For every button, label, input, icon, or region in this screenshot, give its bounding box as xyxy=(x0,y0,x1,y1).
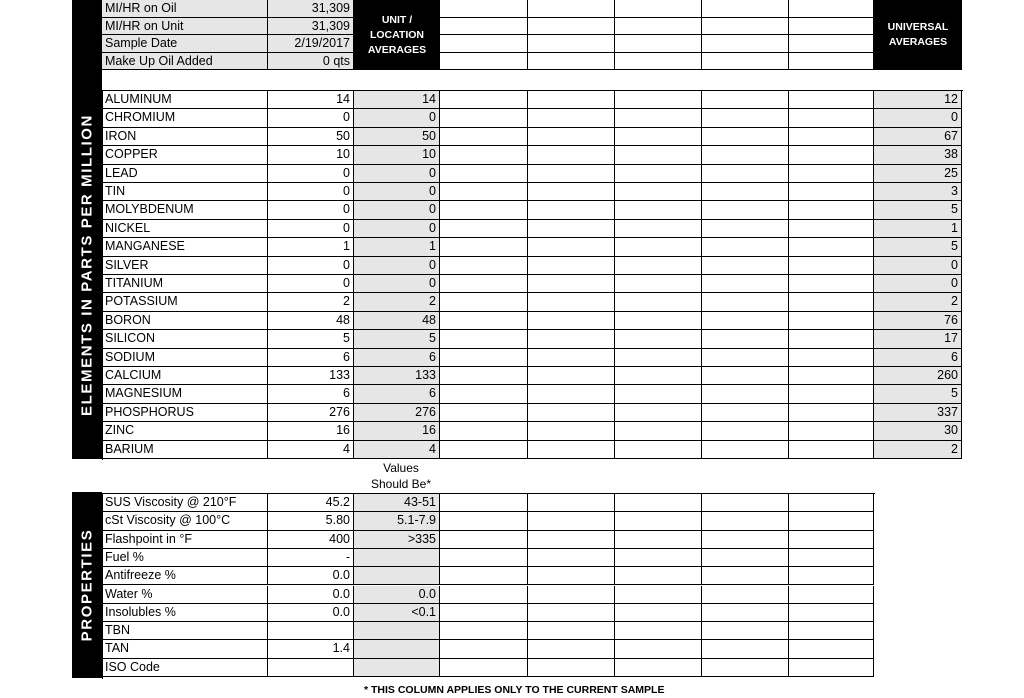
element-empty-cell xyxy=(615,312,702,330)
property-empty-cell xyxy=(702,622,789,640)
element-universal-average: 3 xyxy=(874,183,962,201)
property-value: 0.0 xyxy=(268,604,354,622)
property-name: Fuel % xyxy=(102,549,268,567)
property-empty-cell xyxy=(789,531,874,549)
header-empty-cell xyxy=(702,0,789,18)
property-should-be xyxy=(354,549,440,567)
property-empty-cell xyxy=(702,512,789,530)
header-value: 2/19/2017 xyxy=(268,35,354,53)
element-empty-cell xyxy=(789,257,874,275)
element-empty-cell xyxy=(702,201,789,219)
element-empty-cell xyxy=(528,128,615,146)
element-empty-cell xyxy=(528,238,615,256)
element-empty-cell xyxy=(702,349,789,367)
element-empty-cell xyxy=(702,238,789,256)
element-empty-cell xyxy=(528,275,615,293)
header-empty-cell xyxy=(440,35,528,53)
element-empty-cell xyxy=(615,404,702,422)
element-unit-average: 0 xyxy=(354,165,440,183)
header-empty-cell xyxy=(789,53,874,71)
element-empty-cell xyxy=(440,183,528,201)
element-universal-average: 38 xyxy=(874,146,962,164)
element-empty-cell xyxy=(528,312,615,330)
elements-section-label: ELEMENTS IN PARTS PER MILLION xyxy=(78,113,96,416)
element-empty-cell xyxy=(440,201,528,219)
element-value: 48 xyxy=(268,312,354,330)
header-empty-cell xyxy=(440,53,528,71)
element-name: SODIUM xyxy=(102,349,268,367)
header-empty-cell xyxy=(702,53,789,71)
header-empty-cell xyxy=(528,53,615,71)
element-empty-cell xyxy=(440,312,528,330)
property-empty-cell xyxy=(702,531,789,549)
property-should-be xyxy=(354,640,440,658)
element-unit-average: 6 xyxy=(354,385,440,403)
property-empty-cell xyxy=(615,567,702,585)
element-unit-average: 276 xyxy=(354,404,440,422)
values-should-be-note: Values Should Be* xyxy=(370,461,432,491)
property-empty-cell xyxy=(440,512,528,530)
property-name: Water % xyxy=(102,586,268,604)
element-name: POTASSIUM xyxy=(102,293,268,311)
property-empty-cell xyxy=(702,586,789,604)
element-unit-average: 0 xyxy=(354,183,440,201)
element-empty-cell xyxy=(440,257,528,275)
element-empty-cell xyxy=(789,91,874,109)
element-empty-cell xyxy=(615,238,702,256)
element-value: 10 xyxy=(268,146,354,164)
header-label: Sample Date xyxy=(102,35,268,53)
property-empty-cell xyxy=(440,640,528,658)
header-empty-cell xyxy=(789,0,874,18)
element-empty-cell xyxy=(615,201,702,219)
property-empty-cell xyxy=(789,659,874,677)
property-empty-cell xyxy=(702,549,789,567)
element-empty-cell xyxy=(702,293,789,311)
element-unit-average: 10 xyxy=(354,146,440,164)
property-empty-cell xyxy=(440,604,528,622)
element-unit-average: 0 xyxy=(354,220,440,238)
element-value: 0 xyxy=(268,257,354,275)
property-empty-cell xyxy=(528,494,615,512)
header-empty-cell xyxy=(615,18,702,36)
element-universal-average: 67 xyxy=(874,128,962,146)
element-empty-cell xyxy=(789,367,874,385)
element-empty-cell xyxy=(615,330,702,348)
property-value xyxy=(268,622,354,640)
element-empty-cell xyxy=(615,257,702,275)
element-value: 0 xyxy=(268,165,354,183)
element-empty-cell xyxy=(789,422,874,440)
property-empty-cell xyxy=(702,494,789,512)
header-value: 0 qts xyxy=(268,53,354,71)
element-universal-average: 5 xyxy=(874,238,962,256)
element-empty-cell xyxy=(702,404,789,422)
property-empty-cell xyxy=(789,640,874,658)
property-name: SUS Viscosity @ 210°F xyxy=(102,494,268,512)
properties-section-band xyxy=(72,492,102,678)
property-value: 5.80 xyxy=(268,512,354,530)
element-empty-cell xyxy=(615,183,702,201)
property-empty-cell xyxy=(702,659,789,677)
element-empty-cell xyxy=(440,238,528,256)
element-name: COPPER xyxy=(102,146,268,164)
element-universal-average: 25 xyxy=(874,165,962,183)
property-empty-cell xyxy=(528,659,615,677)
element-empty-cell xyxy=(440,146,528,164)
header-empty-cell xyxy=(615,0,702,18)
element-empty-cell xyxy=(528,293,615,311)
element-value: 6 xyxy=(268,385,354,403)
property-empty-cell xyxy=(440,549,528,567)
element-empty-cell xyxy=(615,165,702,183)
element-unit-average: 0 xyxy=(354,275,440,293)
element-empty-cell xyxy=(440,367,528,385)
property-should-be: 43-51 xyxy=(354,494,440,512)
property-name: TAN xyxy=(102,640,268,658)
property-empty-cell xyxy=(702,604,789,622)
header-label: Make Up Oil Added xyxy=(102,53,268,71)
element-universal-average: 5 xyxy=(874,385,962,403)
element-unit-average: 50 xyxy=(354,128,440,146)
element-universal-average: 6 xyxy=(874,349,962,367)
property-empty-cell xyxy=(789,549,874,567)
element-empty-cell xyxy=(702,91,789,109)
property-empty-cell xyxy=(789,494,874,512)
property-empty-cell xyxy=(528,512,615,530)
element-unit-average: 0 xyxy=(354,257,440,275)
element-unit-average: 2 xyxy=(354,293,440,311)
element-empty-cell xyxy=(702,183,789,201)
property-should-be xyxy=(354,567,440,585)
element-universal-average: 260 xyxy=(874,367,962,385)
header-empty-cell xyxy=(528,35,615,53)
property-value: 400 xyxy=(268,531,354,549)
element-empty-cell xyxy=(702,220,789,238)
element-empty-cell xyxy=(615,385,702,403)
element-empty-cell xyxy=(702,330,789,348)
property-value: - xyxy=(268,549,354,567)
element-empty-cell xyxy=(615,146,702,164)
property-name: cSt Viscosity @ 100°C xyxy=(102,512,268,530)
element-name: BARIUM xyxy=(102,441,268,459)
footnote: * THIS COLUMN APPLIES ONLY TO THE CURRENT SAMPLE xyxy=(364,684,665,696)
element-empty-cell xyxy=(440,165,528,183)
element-empty-cell xyxy=(528,165,615,183)
property-empty-cell xyxy=(789,512,874,530)
element-universal-average: 17 xyxy=(874,330,962,348)
property-empty-cell xyxy=(615,549,702,567)
element-name: TITANIUM xyxy=(102,275,268,293)
property-empty-cell xyxy=(528,549,615,567)
element-empty-cell xyxy=(528,183,615,201)
element-empty-cell xyxy=(789,165,874,183)
element-value: 2 xyxy=(268,293,354,311)
element-value: 0 xyxy=(268,275,354,293)
element-value: 0 xyxy=(268,183,354,201)
element-empty-cell xyxy=(528,330,615,348)
property-empty-cell xyxy=(615,659,702,677)
unit-location-averages-header: UNIT / LOCATION AVERAGES xyxy=(354,0,440,70)
property-value xyxy=(268,659,354,677)
element-unit-average: 6 xyxy=(354,349,440,367)
header-label: MI/HR on Oil xyxy=(102,0,268,18)
element-name: TIN xyxy=(102,183,268,201)
element-empty-cell xyxy=(789,293,874,311)
property-empty-cell xyxy=(789,567,874,585)
element-universal-average: 337 xyxy=(874,404,962,422)
header-value: 31,309 xyxy=(268,18,354,36)
header-empty-cell xyxy=(789,35,874,53)
element-unit-average: 133 xyxy=(354,367,440,385)
element-universal-average: 0 xyxy=(874,109,962,127)
element-name: ZINC xyxy=(102,422,268,440)
element-empty-cell xyxy=(702,165,789,183)
property-empty-cell xyxy=(702,640,789,658)
element-universal-average: 1 xyxy=(874,220,962,238)
element-empty-cell xyxy=(528,422,615,440)
element-value: 16 xyxy=(268,422,354,440)
property-empty-cell xyxy=(615,586,702,604)
element-empty-cell xyxy=(789,183,874,201)
element-empty-cell xyxy=(528,91,615,109)
element-empty-cell xyxy=(440,293,528,311)
property-name: Antifreeze % xyxy=(102,567,268,585)
element-value: 133 xyxy=(268,367,354,385)
element-universal-average: 12 xyxy=(874,91,962,109)
element-empty-cell xyxy=(789,312,874,330)
element-empty-cell xyxy=(702,367,789,385)
element-empty-cell xyxy=(789,275,874,293)
property-empty-cell xyxy=(528,640,615,658)
property-empty-cell xyxy=(440,567,528,585)
element-unit-average: 5 xyxy=(354,330,440,348)
property-empty-cell xyxy=(440,659,528,677)
element-empty-cell xyxy=(440,385,528,403)
element-value: 276 xyxy=(268,404,354,422)
element-empty-cell xyxy=(440,275,528,293)
property-empty-cell xyxy=(440,531,528,549)
property-empty-cell xyxy=(615,531,702,549)
element-name: NICKEL xyxy=(102,220,268,238)
property-empty-cell xyxy=(615,604,702,622)
element-universal-average: 76 xyxy=(874,312,962,330)
element-empty-cell xyxy=(615,367,702,385)
element-empty-cell xyxy=(440,220,528,238)
property-should-be xyxy=(354,659,440,677)
element-empty-cell xyxy=(528,385,615,403)
property-empty-cell xyxy=(528,531,615,549)
property-name: ISO Code xyxy=(102,659,268,677)
property-should-be: >335 xyxy=(354,531,440,549)
element-empty-cell xyxy=(440,349,528,367)
element-value: 0 xyxy=(268,220,354,238)
header-empty-cell xyxy=(789,18,874,36)
element-universal-average: 30 xyxy=(874,422,962,440)
element-name: ALUMINUM xyxy=(102,91,268,109)
header-empty-cell xyxy=(528,18,615,36)
element-empty-cell xyxy=(528,404,615,422)
header-empty-cell xyxy=(440,0,528,18)
element-empty-cell xyxy=(615,220,702,238)
element-empty-cell xyxy=(440,128,528,146)
element-unit-average: 4 xyxy=(354,441,440,459)
element-empty-cell xyxy=(528,201,615,219)
element-name: SILICON xyxy=(102,330,268,348)
element-unit-average: 14 xyxy=(354,91,440,109)
element-name: IRON xyxy=(102,128,268,146)
property-should-be: 0.0 xyxy=(354,586,440,604)
element-empty-cell xyxy=(789,238,874,256)
element-value: 14 xyxy=(268,91,354,109)
element-empty-cell xyxy=(528,220,615,238)
element-empty-cell xyxy=(702,441,789,459)
element-universal-average: 2 xyxy=(874,441,962,459)
element-name: CHROMIUM xyxy=(102,109,268,127)
element-name: CALCIUM xyxy=(102,367,268,385)
element-empty-cell xyxy=(789,128,874,146)
element-empty-cell xyxy=(615,275,702,293)
element-empty-cell xyxy=(528,367,615,385)
property-empty-cell xyxy=(789,622,874,640)
header-label: MI/HR on Unit xyxy=(102,18,268,36)
element-empty-cell xyxy=(702,257,789,275)
element-empty-cell xyxy=(702,385,789,403)
property-empty-cell xyxy=(615,512,702,530)
element-empty-cell xyxy=(440,330,528,348)
element-empty-cell xyxy=(528,257,615,275)
property-should-be: <0.1 xyxy=(354,604,440,622)
element-empty-cell xyxy=(615,349,702,367)
element-empty-cell xyxy=(789,349,874,367)
universal-averages-header: UNIVERSAL AVERAGES xyxy=(874,0,962,70)
header-empty-cell xyxy=(615,53,702,71)
element-empty-cell xyxy=(528,109,615,127)
header-empty-cell xyxy=(440,18,528,36)
property-empty-cell xyxy=(789,586,874,604)
property-empty-cell xyxy=(789,604,874,622)
property-empty-cell xyxy=(440,622,528,640)
element-empty-cell xyxy=(615,441,702,459)
element-value: 4 xyxy=(268,441,354,459)
element-universal-average: 2 xyxy=(874,293,962,311)
property-should-be: 5.1-7.9 xyxy=(354,512,440,530)
element-empty-cell xyxy=(528,146,615,164)
element-empty-cell xyxy=(615,422,702,440)
element-unit-average: 48 xyxy=(354,312,440,330)
element-empty-cell xyxy=(702,422,789,440)
header-value: 31,309 xyxy=(268,0,354,18)
header-empty-cell xyxy=(615,35,702,53)
element-name: SILVER xyxy=(102,257,268,275)
element-empty-cell xyxy=(789,330,874,348)
property-empty-cell xyxy=(528,604,615,622)
top-left-band xyxy=(72,0,102,70)
element-empty-cell xyxy=(789,201,874,219)
property-empty-cell xyxy=(615,622,702,640)
property-value: 0.0 xyxy=(268,567,354,585)
element-empty-cell xyxy=(440,422,528,440)
element-value: 1 xyxy=(268,238,354,256)
property-empty-cell xyxy=(615,494,702,512)
element-empty-cell xyxy=(702,275,789,293)
property-empty-cell xyxy=(440,494,528,512)
element-universal-average: 5 xyxy=(874,201,962,219)
properties-section-label: PROPERTIES xyxy=(78,528,96,642)
property-empty-cell xyxy=(615,640,702,658)
property-name: TBN xyxy=(102,622,268,640)
element-empty-cell xyxy=(789,385,874,403)
element-empty-cell xyxy=(528,349,615,367)
element-value: 6 xyxy=(268,349,354,367)
element-empty-cell xyxy=(702,109,789,127)
property-should-be xyxy=(354,622,440,640)
element-empty-cell xyxy=(440,441,528,459)
property-empty-cell xyxy=(528,622,615,640)
element-empty-cell xyxy=(440,91,528,109)
element-empty-cell xyxy=(702,312,789,330)
element-name: MOLYBDENUM xyxy=(102,201,268,219)
property-empty-cell xyxy=(528,586,615,604)
element-empty-cell xyxy=(615,293,702,311)
property-empty-cell xyxy=(440,586,528,604)
element-empty-cell xyxy=(615,91,702,109)
property-name: Insolubles % xyxy=(102,604,268,622)
property-value: 1.4 xyxy=(268,640,354,658)
element-universal-average: 0 xyxy=(874,275,962,293)
element-empty-cell xyxy=(528,441,615,459)
element-name: BORON xyxy=(102,312,268,330)
header-empty-cell xyxy=(528,0,615,18)
element-name: LEAD xyxy=(102,165,268,183)
element-name: PHOSPHORUS xyxy=(102,404,268,422)
property-empty-cell xyxy=(702,567,789,585)
element-empty-cell xyxy=(615,128,702,146)
element-universal-average: 0 xyxy=(874,257,962,275)
element-value: 0 xyxy=(268,201,354,219)
element-empty-cell xyxy=(789,404,874,422)
element-name: MAGNESIUM xyxy=(102,385,268,403)
element-empty-cell xyxy=(702,146,789,164)
element-unit-average: 1 xyxy=(354,238,440,256)
header-empty-cell xyxy=(702,35,789,53)
element-empty-cell xyxy=(789,220,874,238)
element-empty-cell xyxy=(615,109,702,127)
header-empty-cell xyxy=(702,18,789,36)
property-empty-cell xyxy=(528,567,615,585)
element-value: 50 xyxy=(268,128,354,146)
element-unit-average: 0 xyxy=(354,201,440,219)
element-name: MANGANESE xyxy=(102,238,268,256)
element-empty-cell xyxy=(702,128,789,146)
property-name: Flashpoint in °F xyxy=(102,531,268,549)
element-value: 5 xyxy=(268,330,354,348)
property-value: 45.2 xyxy=(268,494,354,512)
element-empty-cell xyxy=(789,146,874,164)
element-value: 0 xyxy=(268,109,354,127)
element-unit-average: 16 xyxy=(354,422,440,440)
element-empty-cell xyxy=(440,109,528,127)
element-unit-average: 0 xyxy=(354,109,440,127)
element-empty-cell xyxy=(440,404,528,422)
elements-section-band xyxy=(72,70,102,459)
element-empty-cell xyxy=(789,109,874,127)
element-empty-cell xyxy=(789,441,874,459)
property-value: 0.0 xyxy=(268,586,354,604)
